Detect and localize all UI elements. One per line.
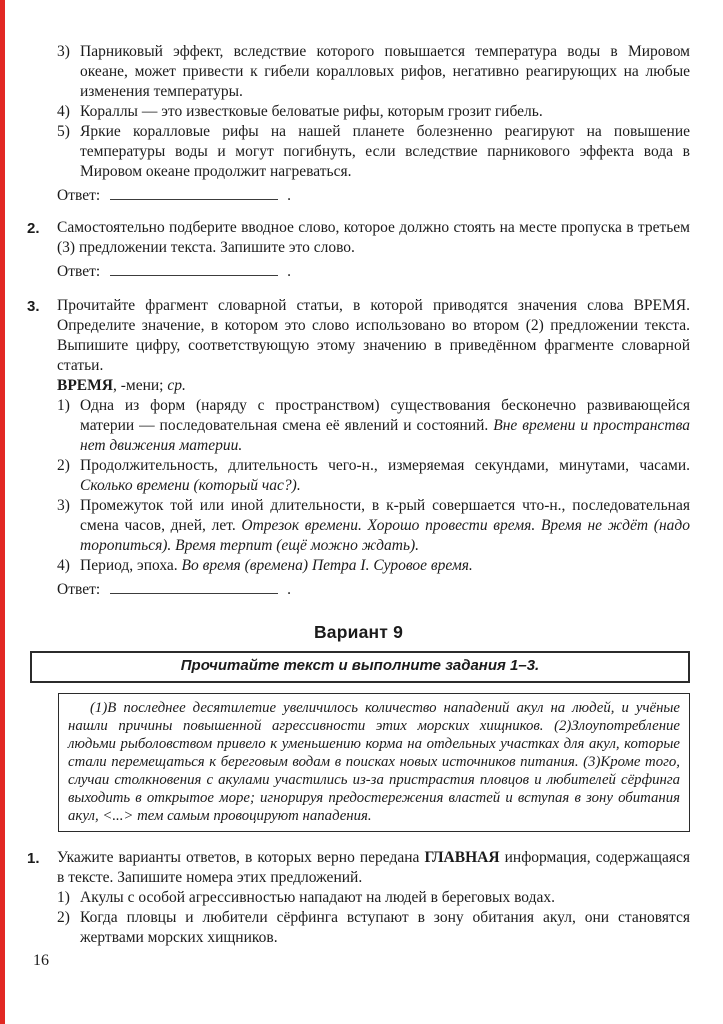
dictionary-entry xyxy=(57,396,690,456)
prev-task-options xyxy=(57,42,690,206)
dictionary-headword-forms: , -мени; xyxy=(112,377,168,394)
entry-number: 1) xyxy=(57,397,70,414)
task-1 xyxy=(27,848,690,948)
dictionary-headword-gender: ср. xyxy=(167,377,186,394)
list-item xyxy=(57,102,690,122)
entry-text xyxy=(80,396,690,456)
dictionary-entry xyxy=(57,556,690,576)
list-item xyxy=(57,908,690,948)
entry-text xyxy=(80,456,690,496)
answer-blank-line xyxy=(110,262,278,276)
page-content xyxy=(27,42,690,948)
list-item-number: 3) xyxy=(57,43,70,60)
task-3-text: Прочитайте фрагмент словарной статьи, в которой приводятся значения слова ВРЕМЯ. Определите значение, в котором это слово использовано во втором (2) предложении текста. Выпишите цифру, соответствующую этому значению в приведённом фрагменте словарной статьи. xyxy=(57,297,690,374)
entry-example: Сколько времени (который час?). xyxy=(80,477,301,494)
reading-passage-text: (1)В последнее десятилетие увеличилось количество нападений акул на людей, и учёные нашли причины повышенной агрессивности этих морских хищников. (2)Злоупотребление людьми рыболовством привело к уменьшению корма на отдельных участках для акул, которые стали перемещаться к береговым водам в поисках новых источников питания. (3)Кроме того, случаи столкновения с акулами участились из-за пристрастия пловцов и любителей сёрфинга выходить в открытое море; игнорируя предостережения властей и вступая в зону обитания акул, <...> тем самым провоцируют нападения. xyxy=(68,700,680,824)
answer-label: Ответ: xyxy=(57,581,101,598)
list-item-number: 4) xyxy=(57,103,70,120)
dictionary-entry xyxy=(57,496,690,556)
entry-definition: Продолжительность, длительность чего-н., измеряемая секундами, минутами, часами. xyxy=(80,457,690,474)
task-3 xyxy=(27,296,690,602)
entry-text xyxy=(80,496,690,556)
entry-example: Вне времени и пространства нет движения материи. xyxy=(80,417,690,454)
task-1-text-bold: ГЛАВНАЯ xyxy=(424,849,500,866)
entry-example: Во время (времена) Петра I. Суровое время. xyxy=(181,557,473,574)
task-1-text xyxy=(57,848,690,888)
answer-period: . xyxy=(287,263,292,280)
answer-label: Ответ: xyxy=(57,187,101,204)
page-number: 16 xyxy=(33,952,49,969)
entry-definition: Период, эпоха. xyxy=(80,557,182,574)
list-item-text: Кораллы — это известковые беловатые рифы, которым грозит гибель. xyxy=(80,103,543,120)
task-2-text: Самостоятельно подберите вводное слово, которое должно стоять на месте пропуска в третьем (3) предложении текста. Запишите это слово. xyxy=(57,219,690,256)
list-item-number: 5) xyxy=(57,123,70,140)
entry-text xyxy=(80,556,690,576)
list-item-text: Парниковый эффект, вследствие которого повышается температура воды в Мировом океане, может привести к гибели коралловых рифов, негативно реагирующих на любые изменения температуры. xyxy=(80,43,690,100)
dictionary-headword-line xyxy=(57,376,690,396)
entry-definition: Одна из форм (наряду с пространством) существования бесконечно развивающейся материи — последовательная смена её явлений и состояний. xyxy=(80,397,690,434)
task-1-number: 1. xyxy=(27,850,40,867)
list-item-number: 1) xyxy=(57,889,70,906)
answer-blank-line xyxy=(110,580,278,594)
list-item-text: Акулы с особой агрессивностью нападают на людей в береговых водах. xyxy=(80,889,555,906)
instruction-box xyxy=(30,651,690,683)
list-item-number: 2) xyxy=(57,909,70,926)
answer-line xyxy=(57,580,690,600)
answer-label: Ответ: xyxy=(57,263,101,280)
page-edge-red-tab xyxy=(0,0,5,1024)
list-item xyxy=(57,888,690,908)
task-2-body xyxy=(57,218,690,284)
task-2 xyxy=(27,218,690,284)
list-item xyxy=(57,122,690,182)
list-item xyxy=(57,42,690,102)
dictionary-entry xyxy=(57,456,690,496)
entry-number: 3) xyxy=(57,497,70,514)
list-item-text: Яркие коралловые рифы на нашей планете болезненно реагируют на повышение температуры воды и могут погибнуть, если вследствие парникового эффекта вода в Мировом океане продолжит нагреваться. xyxy=(80,123,690,180)
task-1-text-after: информация, содержащаяся в тексте. Запишите номера этих предложений. xyxy=(57,849,690,886)
instruction-text: Прочитайте текст и выполните задания 1–3. xyxy=(180,657,540,674)
variant-heading: Вариант 9 xyxy=(313,622,404,642)
dictionary-headword: ВРЕМЯ xyxy=(57,377,113,394)
list-item-text: Когда пловцы и любители сёрфинга вступают в зону обитания акул, они становятся жертвами морских хищников. xyxy=(80,909,690,946)
entry-number: 2) xyxy=(57,457,70,474)
task-1-text-before: Укажите варианты ответов, в которых верно передана xyxy=(57,849,425,866)
answer-period: . xyxy=(287,581,292,598)
answer-line xyxy=(57,186,690,206)
entry-number: 4) xyxy=(57,557,70,574)
entry-definition: Промежуток той или иной длительности, в к-рый совершается что-н., последовательная смена часов, дней, лет. xyxy=(80,497,690,534)
answer-blank-line xyxy=(110,186,278,200)
reading-passage-box xyxy=(58,693,690,832)
entry-example: Отрезок времени. Хорошо провести время. Время не ждёт (надо торопиться). Время терпит (ещё можно ждать). xyxy=(80,517,690,554)
task-3-body xyxy=(57,296,690,602)
task-3-number: 3. xyxy=(27,298,40,315)
task-1-body xyxy=(57,848,690,948)
answer-period: . xyxy=(287,187,292,204)
answer-line xyxy=(57,262,690,282)
task-2-number: 2. xyxy=(27,220,40,237)
